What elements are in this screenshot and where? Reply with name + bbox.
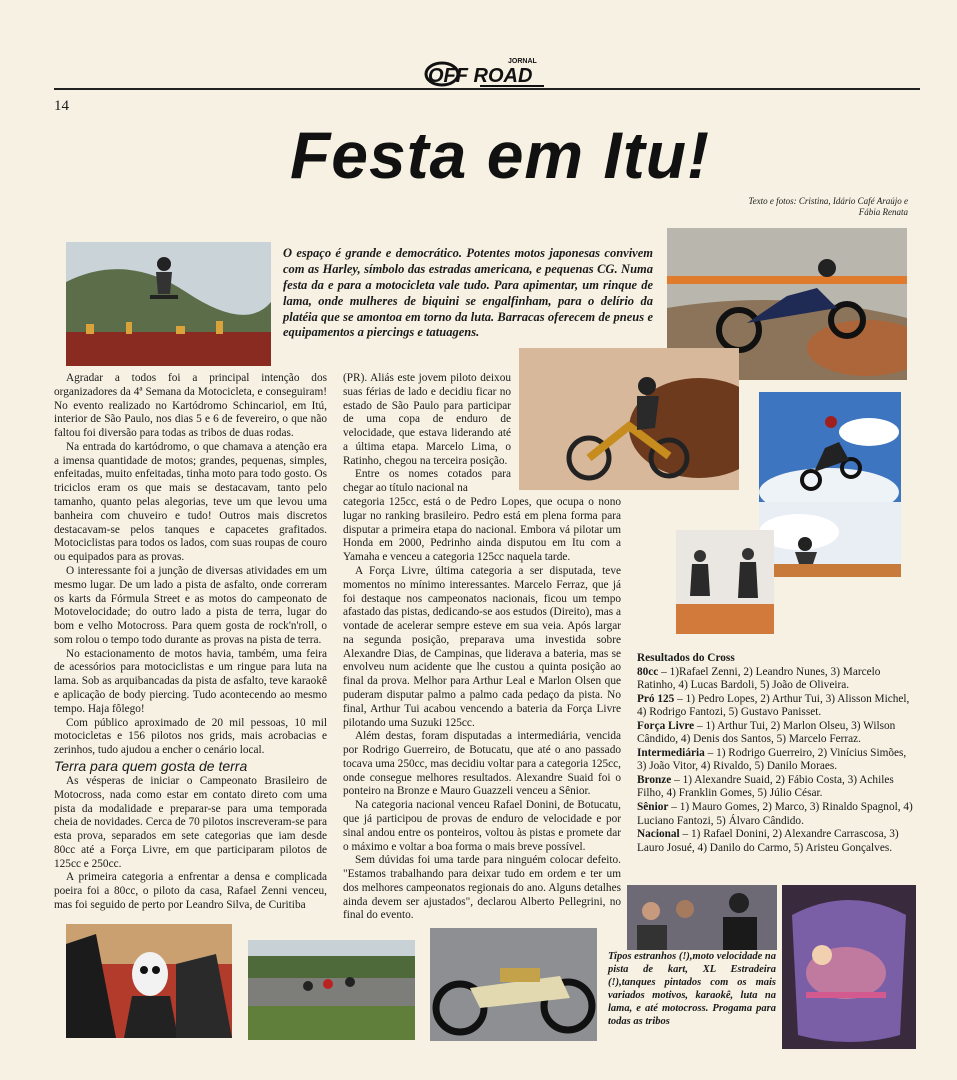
photo-moto-race-asphalt [248, 940, 415, 1040]
result-row: Força Livre – 1) Arthur Tui, 2) Marlon Olseu, 3) Wilson Cândido, 4) Denis dos Santos, 5) Marcelo Ferraz. [637, 719, 896, 746]
result-row: Intermediária – 1) Rodrigo Guerreiro, 2) Vinícius Simões, 3) João Vitor, 4) Rivaldo, 5) Danilo Moraes. [637, 746, 907, 773]
paragraph: (PR). Aliás este jovem piloto deixou suas férias de lado e decidiu ficar no estado de São Paulo para participar de uma copa de enduro de velocidade, que estava liderando até a última etapa. Marcelo Lima, o Ratinho, chegou na terceira posição. [343, 372, 511, 467]
results-box [637, 652, 917, 855]
paragraph: Com público aproximado de 20 mil pessoas, 10 mil motocicletas e 156 pilotos nos grids, mais acrobacias e zerinhos, tudo ajudou a encher o cenário local. [54, 716, 327, 757]
header-rule [54, 88, 920, 90]
photo-motocross-jump-crowd [66, 242, 271, 366]
result-row: 80cc – 1)Rafael Zenni, 2) Leandro Nunes, 3) Marcelo Ratinho, 4) Lucas Bardoli, 5) João de Oliveira. [637, 665, 881, 692]
photo-credits: Texto e fotos: Cristina, Idário Café Araújo e Fábia Renata [748, 196, 908, 218]
page-number: 14 [54, 98, 69, 114]
subheading: Terra para quem gosta de terra [54, 757, 248, 774]
headline: Festa em Itu! [289, 118, 711, 192]
paragraph: A Força Livre, última categoria a ser disputada, teve momentos no mínimo interessantes. Marcelo Ferraz, que já foi destaque nos campeonatos nacionais, ficou um tempo afastado das pistas, dedicando-se aos estudos (Direito), mas a vontade de acelerar sempre esteve em sua veia. Após largar na segunda posição, preparava uma investida sobre Alexandre Dias, de Campinas, que liderava a bateria, mas se envolveu num acidente que lhe custou a quinta posição ao final da prova. Melhor para Arthur Leal e Marlon Olsen que puderam disputar palmo a palmo cada pedaço da pista. No final, Arthur Tui acabou vencendo a bateria da Força Livre pilotando uma Suzuki 125cc. [343, 564, 621, 729]
photo-crowd-karaoke [627, 885, 777, 950]
paragraph: Entre os nomes cotados para chegar ao título nacional na [343, 468, 511, 495]
result-row: Pró 125 – 1) Pedro Lopes, 2) Arthur Tui, 3) Alisson Michel, 4) Rodrigo Fantozi, 5) Gustavo Panisset. [637, 692, 910, 719]
paragraph: Agradar a todos foi a principal intenção dos organizadores da 4ª Semana da Motocicleta, e conseguiram! No evento realizado no Kartódromo Schincariol, em Itú, interior de São Paulo, nos dias 5 e 6 de fevereiro, o que não faltou foi diversão para todas as tribos de duas rodas. [54, 372, 327, 440]
result-row: Bronze – 1) Alexandre Suaid, 2) Fábio Costa, 3) Achiles Filho, 4) Franklin Gomes, 5) Júlio César. [637, 773, 894, 800]
paragraph: Na categoria nacional venceu Rafael Donini, de Botucatu, que já participou de provas de enduro de velocidade e por sinal andou entre os ponteiros, voltou às pistas e promete dar o máximo e voltar a boa forma o mais breve possível. [343, 799, 621, 853]
photo-caption: Tipos estranhos (!),moto velocidade na pista de kart, XL Estradeira (!),tanques pintados com os mais variados motivos, karaokê, luta na lama, e até motocross. Progama para todas as tribos [608, 951, 776, 1028]
photo-bikers-mask [66, 924, 232, 1038]
article-column-2 [343, 372, 621, 923]
photo-motocross-jump-sky [759, 392, 901, 502]
paragraph: Na entrada do kartódromo, o que chamava a atenção era a imensa quantidade de motos; grandes, pequenas, simples, enfeitadas, muito enfeitadas, tinha moto para todo gosto. Os triciclos eram os que mais se destacavam, tanto pelo tamanho, quanto pelas alegorias, teve um que levou uma banheira com chuveiro e tudo! Outros mais discretos destacavam-se pelos tanques e capacetes grafitados. Motociclistas para todos os lados, com suas roupas de couro ou equipados para as provas. [54, 440, 327, 564]
off-road-logo [420, 52, 550, 92]
photo-motocross-jump-clouds [759, 502, 901, 577]
photo-custom-motorcycle [430, 928, 597, 1041]
result-row: Sênior – 1) Mauro Gomes, 2) Marco, 3) Rinaldo Spagnol, 4) Luciano Fantozi, 5) Álvaro Cândido. [637, 801, 913, 827]
paragraph: O interessante foi a junção de diversas atividades em um mesmo lugar. De um lado a pista de asfalto, onde correram os karts da Fórmula Street e as motos do campeonato de Motovelocidade; do outro lado a pista de terra, lugar do bom e velho Motocross. Para quem gosta de rock'n'roll, o som rolou o tempo todo durante as provas na pista de terra. [54, 564, 327, 646]
logo-small-text: JORNAL [508, 58, 537, 65]
paragraph: categoria 125cc, está o de Pedro Lopes, que ocupa o nono lugar no ranking brasileiro. Pedro está em plena forma para disputar a primeira etapa do nacional. Embora vá pilotar um Honda em 2000, Pedrinho ainda disputou em Itu com a Yamaha e venceu a categoria 125cc naquela tarde. [343, 496, 621, 564]
photo-painted-tank [782, 885, 916, 1049]
photo-motocross-two-riders [676, 530, 774, 634]
article-lead: O espaço é grande e democrático. Potentes motos japonesas convivem com as Harley, símbolo das estradas americana, e pequenas CG. Numa festa da e para a motocicleta vale tudo. Para apimentar, um rinque de lama, onde mulheres de biquini se engalfinham, para o delírio da platéia que se amontoa em torno da luta. Barracas oferecem de pneus e equipamentos a piercings e tatuagens. [283, 246, 653, 340]
paragraph: Sem dúvidas foi uma tarde para ninguém colocar defeito. "Estamos trabalhando para deixar tudo em ordem e ter um dos melhores campeonatos regionais do ano. Alguns detalhes ainda devem ser ajustados", declarou Alberto Pellegrini, no final do evento. [343, 854, 621, 922]
paragraph: A primeira categoria a enfrentar a densa e complicada poeira foi a 80cc, o piloto da casa, Rafael Zenni venceu, mas foi seguido de perto por Leandro Silva, de Curitiba [54, 871, 327, 911]
result-row: Nacional – 1) Rafael Donini, 2) Alexandre Carrascosa, 3) Lauro Josué, 4) Danilo do Carmo, 5) Aristeu Gonçalves. [637, 828, 899, 854]
results-title: Resultados do Cross [637, 652, 735, 664]
paragraph: Além destas, foram disputadas a intermediária, vencida por Rodrigo Guerreiro, de Botucatu, que até o ano passado tocava uma 250cc, mas decidiu voltar para a categoria 125cc, onde consegue melhores resultados. Alexandre Suaid foi o ponteiro na Bronze e Mauro Guazzeli venceu a Sênior. [343, 730, 621, 798]
paragraph: As vésperas de iniciar o Campeonato Brasileiro de Motocross, nada como estar em contato direto com uma pista da modalidade e preparar-se para uma temporada cheia de novidades. Cerca de 70 pilotos inscreveram-se para esta prova, separados em sete categorias que iam desde 80cc até a Força Livre, em que participaram pilotos de 125cc e 250cc. [54, 774, 327, 870]
paragraph: No estacionamento de motos havia, também, uma feira de acessórios para motociclistas e um ringue para luta na lama. Sob as arquibancadas da pista de asfalto, teve karaokê e aplicação de body piercing. Tudo acontecendo ao mesmo tempo. Haja fôlego! [54, 647, 327, 715]
article-column-1 [54, 372, 327, 913]
logo-main-text: OFF ROAD [428, 65, 533, 87]
